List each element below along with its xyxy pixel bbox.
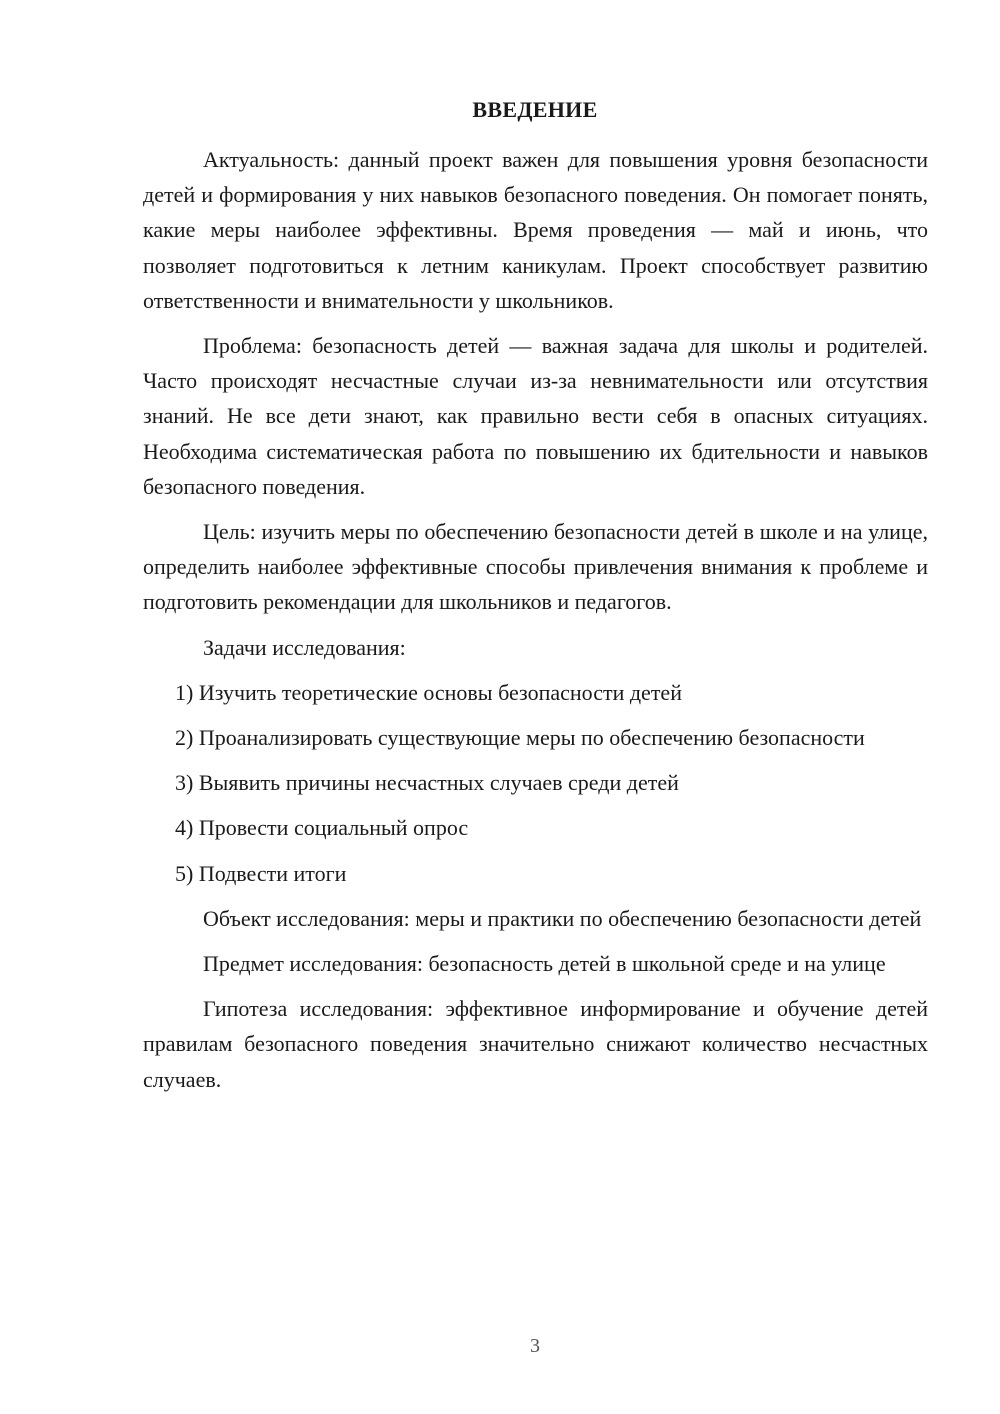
paragraph-goal: Цель: изучить меры по обеспечению безопасности детей в школе и на улице, определить наиболее эффективные способы привлечения внимания к проблеме и подготовить рекомендации для школьников и педагогов. <box>143 519 928 615</box>
page-number: 3 <box>530 1335 540 1357</box>
paragraph-hypothesis: Гипотеза исследования: эффективное информирование и обучение детей правилам безопасного поведения значительно снижают количество несчастных случаев. <box>143 996 928 1092</box>
paragraph-subject: Предмет исследования: безопасность детей в школьной среде и на улице <box>203 951 886 977</box>
task-item-2: 2) Проанализировать существующие меры по обеспечению безопасности <box>175 725 865 751</box>
task-item-3: 3) Выявить причины несчастных случаев среди детей <box>175 770 679 796</box>
paragraph-tasks-heading: Задачи исследования: <box>203 634 406 660</box>
body-text <box>143 142 928 1107</box>
paragraph-problem: Проблема: безопасность детей — важная задача для школы и родителей. Часто происходят несчастные случаи из-за невнимательности или отсутствия знаний. Не все дети знают, как правильно вести себя в опасных ситуациях. Необходима систематическая работа по повышению их бдительности и навыков безопасного поведения. <box>143 333 928 499</box>
task-item-4: 4) Провести социальный опрос <box>175 815 469 841</box>
section-title: ВВЕДЕНИЕ <box>472 97 598 122</box>
paragraph-relevance: Актуальность: данный проект важен для повышения уровня безопасности детей и формирования у них навыков безопасного поведения. Он помогает понять, какие меры наиболее эффективны. Время проведения — май и июнь, что позволяет подготовиться к летним каникулам. Проект способствует развитию ответственности и внимательности у школьников. <box>143 147 928 313</box>
paragraph-object: Объект исследования: меры и практики по обеспечению безопасности детей <box>203 905 922 931</box>
task-item-1: 1) Изучить теоретические основы безопасности детей <box>175 679 682 705</box>
task-item-5: 5) Подвести итоги <box>175 860 347 886</box>
